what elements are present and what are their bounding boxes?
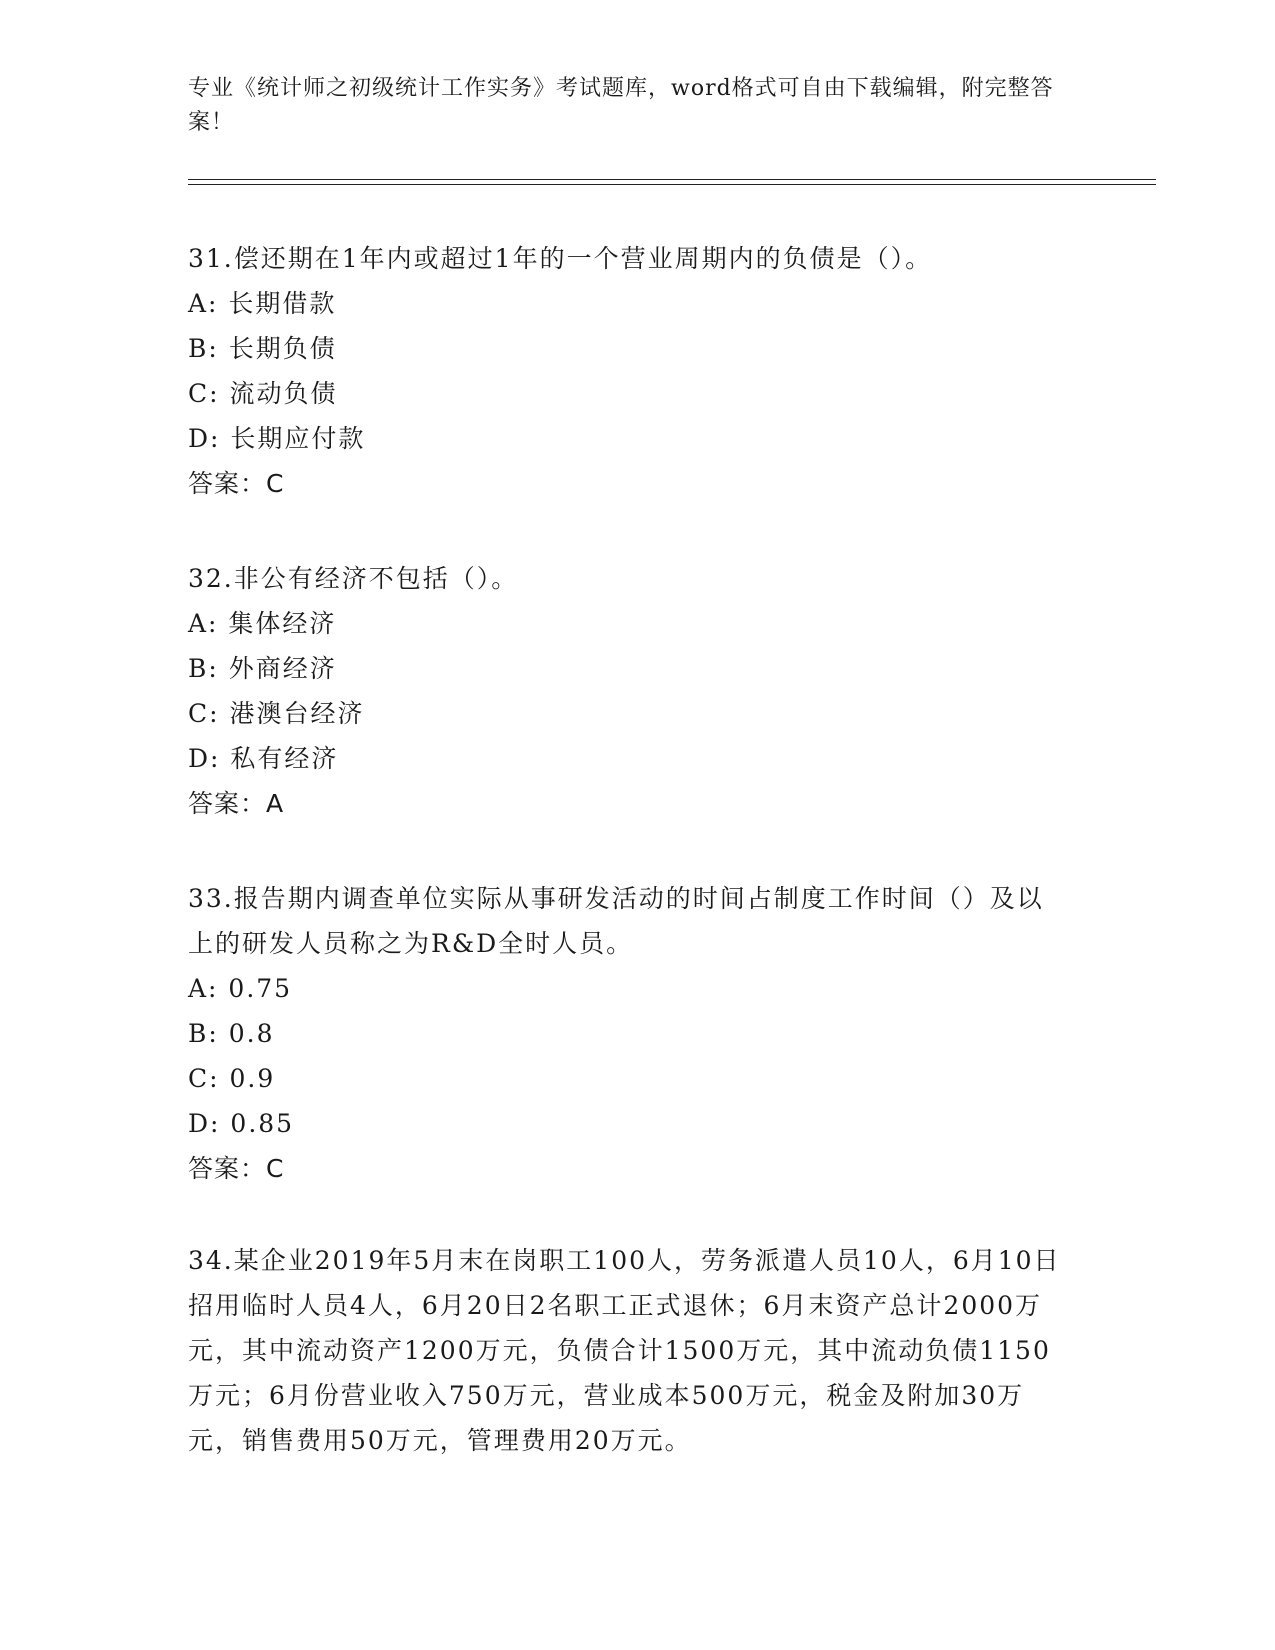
question-31: [188, 236, 1068, 506]
option-d: D: 长期应付款: [188, 424, 366, 453]
option-d: D: 0.85: [188, 1109, 295, 1138]
option-c: C: 流动负债: [188, 379, 338, 408]
question-32: [188, 556, 1068, 826]
option-b: B: 长期负债: [188, 334, 337, 363]
option-a: A: 0.75: [188, 974, 293, 1003]
option-b: B: 外商经济: [188, 654, 337, 683]
header-divider-bottom: [188, 184, 1156, 185]
question-34: [188, 1238, 1068, 1463]
question-text: 31.偿还期在1年内或超过1年的一个营业周期内的负债是（）。: [188, 244, 933, 273]
question-33: [188, 876, 1068, 1191]
question-text: 34.某企业2019年5月末在岗职工100人，劳务派遣人员10人，6月10日招用临时人员4人，6月20日2名职工正式退休；6月末资产总计2000万元，其中流动资产1200万元，负债合计1500万元，其中流动负债1150万元；6月份营业收入750万元，营业成本500万元，税金及附加30万元，销售费用50万元，管理费用20万元。: [188, 1246, 1061, 1455]
answer: 答案：A: [188, 789, 285, 818]
option-a: A: 长期借款: [188, 289, 337, 318]
header-divider-top: [188, 179, 1156, 180]
option-b: B: 0.8: [188, 1019, 275, 1048]
answer: 答案：C: [188, 469, 285, 498]
option-c: C: 港澳台经济: [188, 699, 365, 728]
answer: 答案：C: [188, 1154, 285, 1183]
document-header: 专业《统计师之初级统计工作实务》考试题库，word格式可自由下载编辑，附完整答案！: [188, 76, 1054, 135]
question-text: 32.非公有经济不包括（）。: [188, 564, 519, 593]
question-text: 33.报告期内调查单位实际从事研发活动的时间占制度工作时间（）及以上的研发人员称之为R&D全时人员。: [188, 884, 1044, 958]
option-c: C: 0.9: [188, 1064, 276, 1093]
option-a: A: 集体经济: [188, 609, 337, 638]
option-d: D: 私有经济: [188, 744, 339, 773]
